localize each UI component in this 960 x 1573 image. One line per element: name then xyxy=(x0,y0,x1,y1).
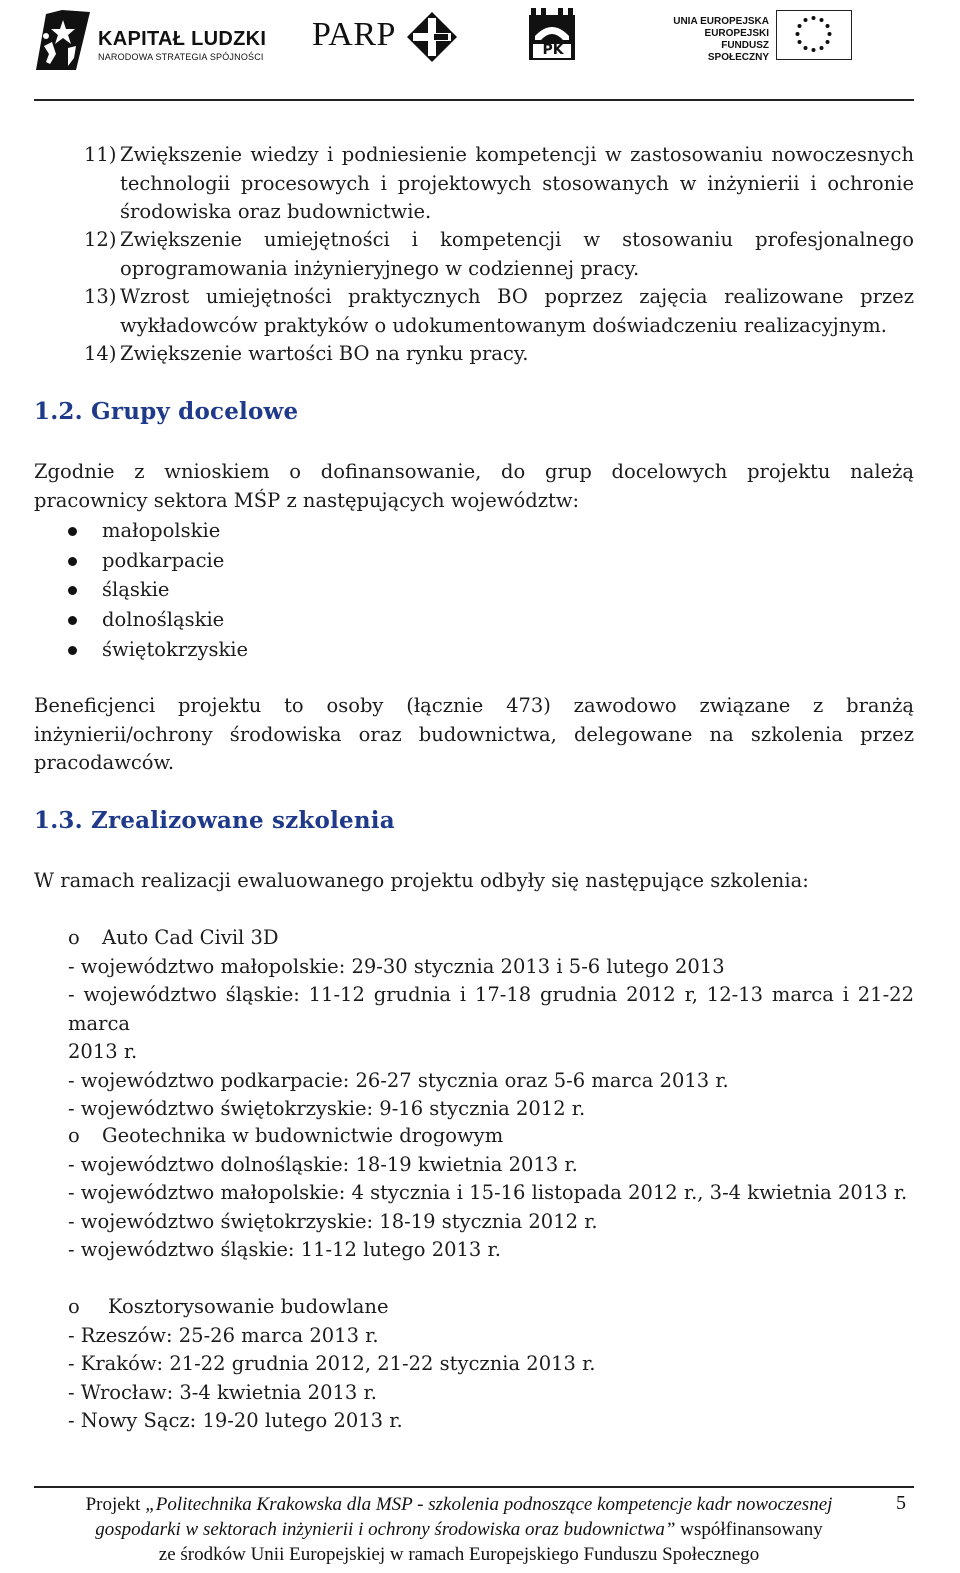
page-footer xyxy=(34,1492,884,1567)
course-date-line: - województwo małopolskie: 29-30 stycznia 2013 i 5-6 lutego 2013 xyxy=(68,954,725,978)
goal-item xyxy=(84,226,914,283)
bullet-icon xyxy=(68,527,77,536)
regions-list xyxy=(66,516,248,664)
region-item xyxy=(66,575,248,605)
goal-line: technologii procesowych i projektowych stosowanych w inżynierii i ochronie xyxy=(120,171,914,195)
course-date-line: - Nowy Sącz: 19-20 lutego 2013 r. xyxy=(68,1409,403,1432)
course-date-line: - województwo podkarpacie: 26-27 stycznia oraz 5-6 marca 2013 r. xyxy=(68,1068,729,1092)
course-date-line: - Rzeszów: 25-26 marca 2013 r. xyxy=(68,1323,379,1347)
course-name: Kosztorysowanie budowlane xyxy=(108,1295,389,1318)
goal-number: 13) xyxy=(84,285,117,308)
footer-project-title-2: gospodarki w sektorach inżynierii i ochrony środowiska oraz budownictwa” xyxy=(95,1519,676,1540)
course-date-line: - województwo świętokrzyskie: 18-19 stycznia 2012 r. xyxy=(68,1209,598,1233)
kapital-ludzki-subtitle: NARODOWA STRATEGIA SPÓJNOŚCI xyxy=(98,52,264,62)
course-title xyxy=(68,1293,914,1322)
target-groups-intro xyxy=(34,458,914,515)
region-label: śląskie xyxy=(102,578,170,602)
parp-logo xyxy=(312,10,457,60)
region-item xyxy=(66,516,248,546)
course-block xyxy=(68,1122,914,1265)
footer-divider xyxy=(34,1486,914,1488)
eu-efs-text xyxy=(664,16,769,64)
pk-initials: PK xyxy=(542,42,564,58)
header-divider xyxy=(34,99,914,101)
goal-line: wykładowców praktyków o udokumentowanym doświadczeniu realizacyjnym. xyxy=(120,313,887,337)
bullet-icon xyxy=(68,557,77,566)
course-date-line: 2013 r. xyxy=(68,1040,138,1063)
beneficiaries-line: Beneficjenci projektu to osoby (łącznie 473) zawodowo związane z branżą xyxy=(34,694,914,717)
goal-text xyxy=(120,226,914,283)
course-block xyxy=(68,924,914,1124)
goal-line: Zwiększenie wartości BO na rynku pracy. xyxy=(120,342,529,365)
footer-cofinanced: współfinansowany xyxy=(680,1519,823,1540)
course-marker: o xyxy=(68,1124,80,1147)
page-number: 5 xyxy=(896,1492,906,1514)
region-item xyxy=(66,635,248,665)
footer-line: ze środków Unii Europejskiej w ramach Europejskiego Funduszu Społecznego xyxy=(158,1544,760,1565)
kapital-ludzki-title: KAPITAŁ LUDZKI xyxy=(98,28,267,50)
course-title xyxy=(68,1122,914,1151)
eu-text-line: FUNDUSZ SPOŁECZNY xyxy=(707,40,769,63)
parp-wordmark: PARP xyxy=(312,16,396,53)
politechnika-krakowska-logo xyxy=(527,6,577,62)
course-date-line: - Kraków: 21-22 grudnia 2012, 21-22 stycznia 2013 r. xyxy=(68,1352,596,1375)
eu-text-line: UNIA EUROPEJSKA xyxy=(673,16,769,27)
footer-line xyxy=(34,1492,884,1517)
bullet-icon xyxy=(68,646,77,655)
course-marker: o xyxy=(68,926,80,949)
beneficiaries-line: inżynierii/ochrony środowiska oraz budownictwa, delegowane na szkolenia przez xyxy=(34,722,914,746)
goal-number: 12) xyxy=(84,228,117,251)
eu-efs-logo xyxy=(664,10,854,62)
footer-prefix: Projekt xyxy=(85,1494,141,1515)
kapital-ludzki-emblem-icon xyxy=(32,6,94,72)
course-date-line: - Wrocław: 3-4 kwietnia 2013 r. xyxy=(68,1380,377,1404)
footer-line xyxy=(34,1517,884,1542)
eu-flag xyxy=(776,10,852,60)
course-date-line: - województwo dolnośląskie: 18-19 kwietnia 2013 r. xyxy=(68,1152,578,1176)
bullet-icon xyxy=(68,616,77,625)
goal-line: Zwiększenie wiedzy i podniesienie kompetencji w zastosowaniu nowoczesnych xyxy=(120,143,914,166)
goal-line: oprogramowania inżynieryjnego w codziennej pracy. xyxy=(120,256,640,280)
region-item xyxy=(66,546,248,576)
eu-stars-icon xyxy=(777,11,850,58)
eu-text-line: EUROPEJSKI xyxy=(704,28,769,39)
goal-item xyxy=(84,340,914,369)
course-name: Auto Cad Civil 3D xyxy=(102,926,279,949)
goal-text xyxy=(120,283,914,340)
course-date-line: - województwo śląskie: 11-12 lutego 2013 r. xyxy=(68,1238,501,1261)
course-block xyxy=(68,1293,914,1436)
course-date-line: - województwo śląskie: 11-12 grudnia i 17-18 grudnia 2012 r, 12-13 marca i 21-22 marca xyxy=(68,983,914,1035)
goal-line: Wzrost umiejętności praktycznych BO poprzez zajęcia realizowane przez xyxy=(120,285,914,308)
course-marker: o xyxy=(68,1295,80,1318)
beneficiaries-line: pracodawców. xyxy=(34,751,175,774)
parp-diamond-icon xyxy=(407,12,457,62)
goal-number: 14) xyxy=(84,342,117,365)
goal-item xyxy=(84,141,914,227)
footer-project-title-1: „Politechnika Krakowska dla MSP - szkolenia podnoszące kompetencje kadr nowoczesnej xyxy=(145,1494,833,1515)
goal-line: środowiska oraz budownictwie. xyxy=(120,200,432,223)
region-item xyxy=(66,605,248,635)
section-heading-trainings: 1.3. Zrealizowane szkolenia xyxy=(34,807,395,834)
section-heading-target-groups: 1.2. Grupy docelowe xyxy=(34,398,299,425)
bullet-icon xyxy=(68,586,77,595)
course-date-line: - województwo świętokrzyskie: 9-16 stycznia 2012 r. xyxy=(68,1097,586,1120)
region-label: podkarpacie xyxy=(102,548,225,572)
goal-number: 11) xyxy=(84,143,117,166)
region-label: dolnośląskie xyxy=(102,608,225,632)
intro-line: Zgodnie z wnioskiem o dofinansowanie, do grup docelowych projektu należą xyxy=(34,460,914,483)
intro-line: pracownicy sektora MŚP z następujących województw: xyxy=(34,488,580,512)
kapital-ludzki-logo xyxy=(32,6,267,72)
course-date-line: - województwo małopolskie: 4 stycznia i 15-16 listopada 2012 r., 3-4 kwietnia 2013 r. xyxy=(68,1181,908,1204)
goal-line: Zwiększenie umiejętności i kompetencji w stosowaniu profesjonalnego xyxy=(120,228,914,251)
course-name: Geotechnika w budownictwie drogowym xyxy=(102,1124,504,1147)
trainings-intro: W ramach realizacji ewaluowanego projektu odbyły się następujące szkolenia: xyxy=(34,869,809,892)
region-label: świętokrzyskie xyxy=(102,637,249,661)
goal-item xyxy=(84,283,914,340)
course-title xyxy=(68,924,914,953)
goal-text xyxy=(120,340,914,369)
region-label: małopolskie xyxy=(102,519,221,542)
goal-text xyxy=(120,141,914,227)
beneficiaries-paragraph xyxy=(34,692,914,778)
